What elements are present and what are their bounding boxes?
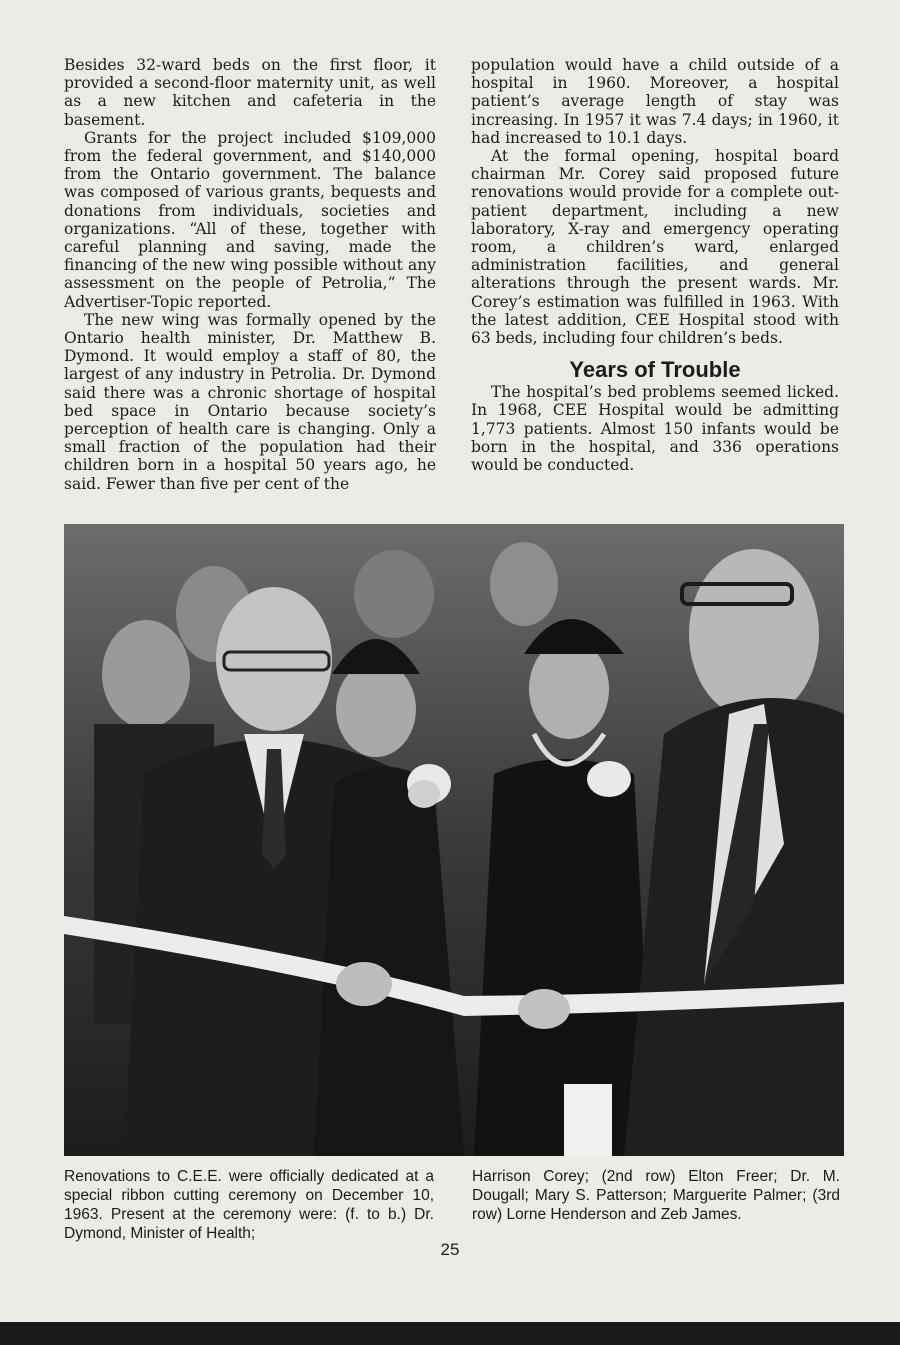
photo-caption-left: Renovations to C.E.E. were officially dedicated at a special ribbon cutting ceremony on December 10, 1963. Present at the ceremony were: (f. to b.) Dr. Dymond, Minister of Health; [64, 1168, 434, 1242]
paragraph: The hospital’s bed problems seemed licked. In 1968, CEE Hospital would be admitting 1,773 patients. Almost 150 infants would be born in the hospital, and 336 operations would be conducted. [471, 383, 839, 475]
paragraph: The new wing was formally opened by the Ontario health minister, Dr. Matthew B. Dymond. It would employ a staff of 80, the largest of any industry in Petrolia. Dr. Dymond said there was a chronic shortage of hospital bed space in Ontario because society’s perception of health care is changing. Only a small fraction of the population had their children born in a hospital 50 years ago, he said. Fewer than five per cent of the [64, 310, 436, 493]
paragraph: Grants for the project included $109,000 from the federal government, and $140,000 from the Ontario government. The balance was composed of various grants, bequests and donations from individuals, societies and organizations. “All of these, together with careful planning and saving, made the financing of the new wing possible without any assessment on the people of Petrolia,” The Advertiser-Topic reported. [64, 128, 436, 311]
ribbon-cutting-photo [64, 524, 844, 1156]
paragraph: population would have a child outside of a hospital in 1960. Moreover, a hospital patient’s average length of stay was increasing. In 1957 it was 7.4 days; in 1960, it had increased to 10.1 days. [471, 56, 839, 147]
photo-caption-right: Harrison Corey; (2nd row) Elton Freer; Dr. M. Dougall; Mary S. Patterson; Marguerite Palmer; (3rd row) Lorne Henderson and Zeb James. [472, 1168, 840, 1223]
paragraph: Besides 32-ward beds on the first floor, it provided a second-floor maternity unit, as well as a new kitchen and cafeteria in the basement. [64, 56, 436, 129]
scan-edge [0, 1322, 900, 1345]
photo-illustration [64, 524, 844, 1156]
section-heading: Years of Trouble [569, 357, 741, 383]
paragraph: At the formal opening, hospital board chairman Mr. Corey said proposed future renovations would provide for a complete out-patient department, including a new laboratory, X-ray and emergency operating room, a children’s ward, enlarged administration facilities, and general alterations through the present wards. Mr. Corey’s estimation was fulfilled in 1963. With the latest addition, CEE Hospital stood with 63 beds, including four children’s beds. [471, 147, 839, 348]
page-number: 25 [440, 1240, 460, 1259]
left-text-column [64, 56, 436, 493]
right-text-column [471, 56, 839, 474]
